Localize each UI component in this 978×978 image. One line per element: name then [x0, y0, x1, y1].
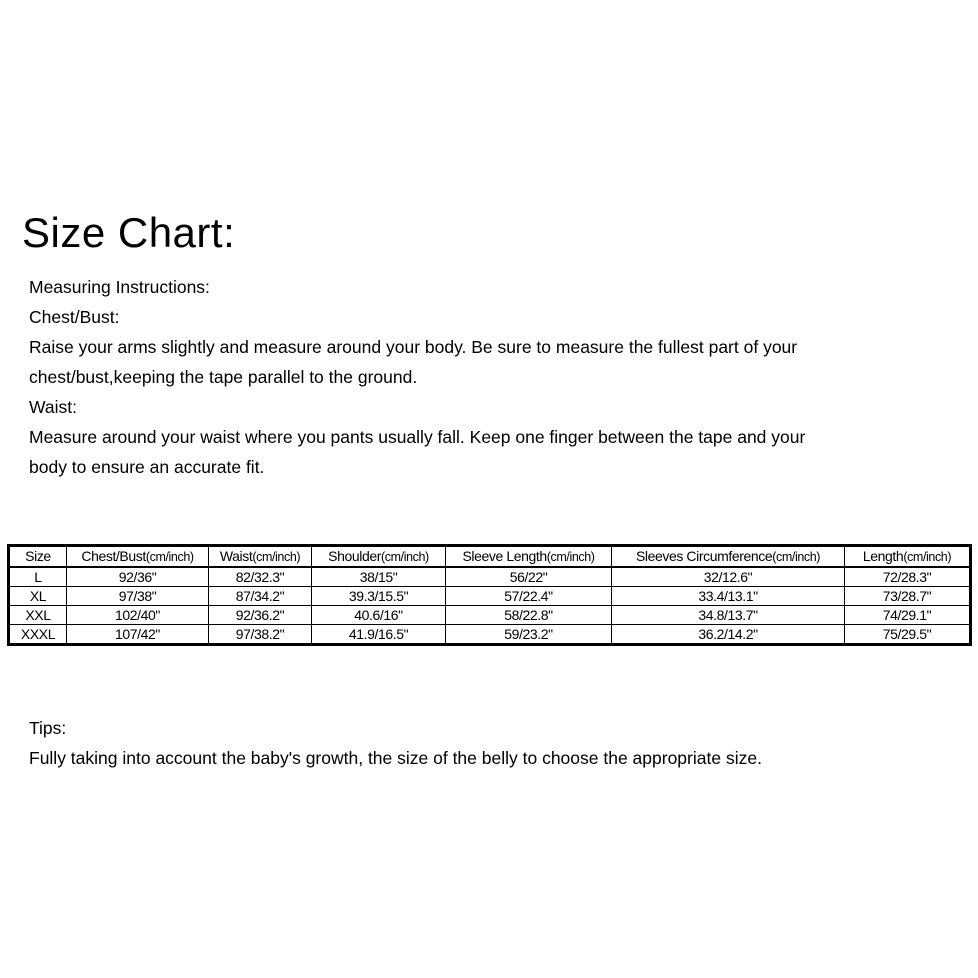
column-header	[312, 546, 446, 568]
column-header	[9, 546, 67, 568]
column-header-label: Size	[25, 548, 51, 564]
table-cell: 40.6/16"	[312, 606, 446, 625]
column-header-label: Chest/Bust	[81, 548, 146, 564]
column-header-label: Shoulder	[328, 548, 382, 564]
size-cell: XL	[9, 587, 67, 606]
table-cell: 107/42"	[67, 625, 209, 645]
table-cell: 32/12.6"	[612, 567, 845, 587]
table-cell: 36.2/14.2"	[612, 625, 845, 645]
table-header-row	[9, 546, 971, 568]
table-cell: 58/22.8"	[446, 606, 612, 625]
column-header-unit: (cm/inch)	[252, 550, 301, 564]
column-header	[209, 546, 312, 568]
instructions-heading: Measuring Instructions:	[29, 277, 210, 297]
size-cell: XXL	[9, 606, 67, 625]
column-header	[845, 546, 971, 568]
waist-text-line-2: body to ensure an accurate fit.	[29, 457, 265, 477]
table-cell: 73/28.7"	[845, 587, 971, 606]
table-row	[9, 606, 971, 625]
chest-text-line-1: Raise your arms slightly and measure around your body. Be sure to measure the fullest part of your	[29, 337, 798, 357]
table-row	[9, 625, 971, 645]
table-cell: 34.8/13.7"	[612, 606, 845, 625]
table-cell: 75/29.5"	[845, 625, 971, 645]
column-header-label: Length	[862, 548, 904, 564]
size-table-container	[7, 544, 967, 646]
table-cell: 72/28.3"	[845, 567, 971, 587]
column-header-label: Sleeves Circumference	[635, 548, 773, 564]
table-cell: 102/40"	[67, 606, 209, 625]
column-header	[67, 546, 209, 568]
table-cell: 57/22.4"	[446, 587, 612, 606]
table-cell: 97/38.2"	[209, 625, 312, 645]
waist-heading: Waist:	[29, 397, 77, 417]
table-cell: 92/36"	[67, 567, 209, 587]
column-header-unit: (cm/inch)	[772, 550, 821, 564]
size-cell: L	[9, 567, 67, 587]
table-cell: 87/34.2"	[209, 587, 312, 606]
table-row	[9, 567, 971, 587]
table-row	[9, 587, 971, 606]
table-cell: 74/29.1"	[845, 606, 971, 625]
tips-heading: Tips:	[29, 718, 67, 738]
tips-text: Fully taking into account the baby's growth, the size of the belly to choose the appropriate size.	[29, 748, 762, 768]
table-cell: 41.9/16.5"	[312, 625, 446, 645]
size-table	[7, 544, 972, 646]
column-header-unit: (cm/inch)	[903, 550, 952, 564]
chest-heading: Chest/Bust:	[29, 307, 120, 327]
column-header-unit: (cm/inch)	[381, 550, 429, 564]
column-header	[612, 546, 845, 568]
table-cell: 56/22"	[446, 567, 612, 587]
waist-text-line-1: Measure around your waist where you pants usually fall. Keep one finger between the tape and your	[29, 427, 806, 447]
table-cell: 82/32.3"	[209, 567, 312, 587]
table-cell: 92/36.2"	[209, 606, 312, 625]
column-header	[446, 546, 612, 568]
table-body	[9, 567, 971, 645]
table-cell: 39.3/15.5"	[312, 587, 446, 606]
size-cell: XXXL	[9, 625, 67, 645]
tips-section	[29, 713, 949, 773]
table-cell: 97/38"	[67, 587, 209, 606]
column-header-label: Waist	[219, 548, 253, 564]
column-header-unit: (cm/inch)	[145, 550, 194, 564]
column-header-unit: (cm/inch)	[546, 550, 595, 564]
table-cell: 33.4/13.1"	[612, 587, 845, 606]
measuring-instructions	[29, 272, 929, 482]
chest-text-line-2: chest/bust,keeping the tape parallel to the ground.	[29, 367, 418, 387]
table-cell: 59/23.2"	[446, 625, 612, 645]
table-cell: 38/15"	[312, 567, 446, 587]
column-header-label: Sleeve Length	[462, 548, 547, 564]
page-title: Size Chart:	[22, 209, 236, 256]
